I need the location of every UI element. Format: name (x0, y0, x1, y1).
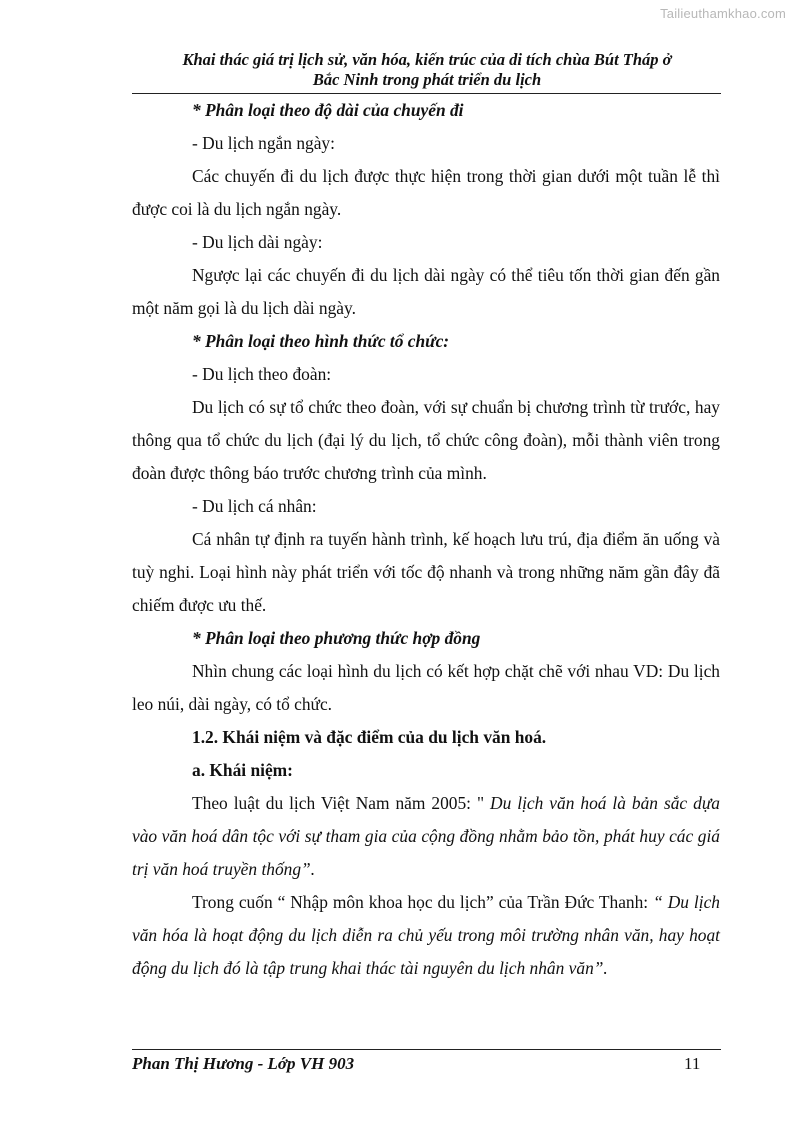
long-trip-label: - Du lịch dài ngày: (192, 232, 323, 252)
book-intro: Trong cuốn “ Nhập môn khoa học du lịch” của Trần Đức Thanh: (192, 892, 654, 912)
long-trip-paragraph: Ngược lại các chuyến đi du lịch dài ngày có thể tiêu tốn thời gian đến gần một năm gọi là du lịch dài ngày. (132, 265, 720, 318)
individual-tour-paragraph: Cá nhân tự định ra tuyến hành trình, kế hoạch lưu trú, địa điểm ăn uống và tuỳ nghi. Loại hình này phát triển với tốc độ nhanh và trong những năm gần đây đã chiếm được ưu thế. (132, 529, 720, 615)
short-trip-label: - Du lịch ngắn ngày: (192, 133, 335, 153)
watermark: Tailieuthamkhao.com (660, 6, 786, 21)
running-header (132, 50, 722, 90)
book-definition-paragraph (132, 886, 720, 985)
law-quote: Du lịch văn hoá là bản sắc dựa vào văn hoá dân tộc với sự tham gia của cộng đồng nhằm bảo tồn, phát huy các giá trị văn hoá truyền thống”. (132, 793, 720, 879)
footer-divider (132, 1049, 721, 1050)
law-definition-paragraph (132, 787, 720, 886)
individual-tour-label: - Du lịch cá nhân: (192, 496, 317, 516)
group-tour-paragraph: Du lịch có sự tổ chức theo đoàn, với sự chuẩn bị chương trình từ trước, hay thông qua tổ chức du lịch (đại lý du lịch, tổ chức công đoàn), mỗi thành viên trong đoàn được thông báo trước chương trình của mình. (132, 397, 720, 483)
page-number: 11 (684, 1054, 701, 1073)
section-title: 1.2. Khái niệm và đặc điểm của du lịch văn hoá. (192, 727, 547, 747)
group-tour-label: - Du lịch theo đoàn: (192, 364, 332, 384)
contract-paragraph: Nhìn chung các loại hình du lịch có kết hợp chặt chẽ với nhau VD: Du lịch leo núi, dài ngày, có tổ chức. (132, 661, 720, 714)
law-intro: Theo luật du lịch Việt Nam năm 2005: " (192, 793, 485, 813)
header-line-1: Khai thác giá trị lịch sử, văn hóa, kiến trúc của di tích chùa Bút Tháp ở (182, 50, 672, 69)
book-quote: “ Du lịch văn hóa là hoạt động du lịch diễn ra chủ yếu trong môi trường nhân văn, hay hoạt động du lịch đó là tập trung khai thác tài nguyên du lịch nhân văn”. (132, 892, 720, 978)
subsection-a-title: a. Khái niệm: (192, 760, 293, 780)
heading-organization: * Phân loại theo hình thức tổ chức: (192, 331, 450, 351)
footer-author: Phan Thị Hương - Lớp VH 903 (132, 1054, 355, 1073)
page-body (132, 94, 720, 985)
header-line-2: Bắc Ninh trong phát triển du lịch (312, 70, 542, 89)
heading-contract: * Phân loại theo phương thức hợp đồng (192, 628, 481, 648)
short-trip-paragraph: Các chuyến đi du lịch được thực hiện trong thời gian dưới một tuần lễ thì được coi là du lịch ngắn ngày. (132, 166, 720, 219)
heading-duration: * Phân loại theo độ dài của chuyến đi (192, 100, 464, 120)
